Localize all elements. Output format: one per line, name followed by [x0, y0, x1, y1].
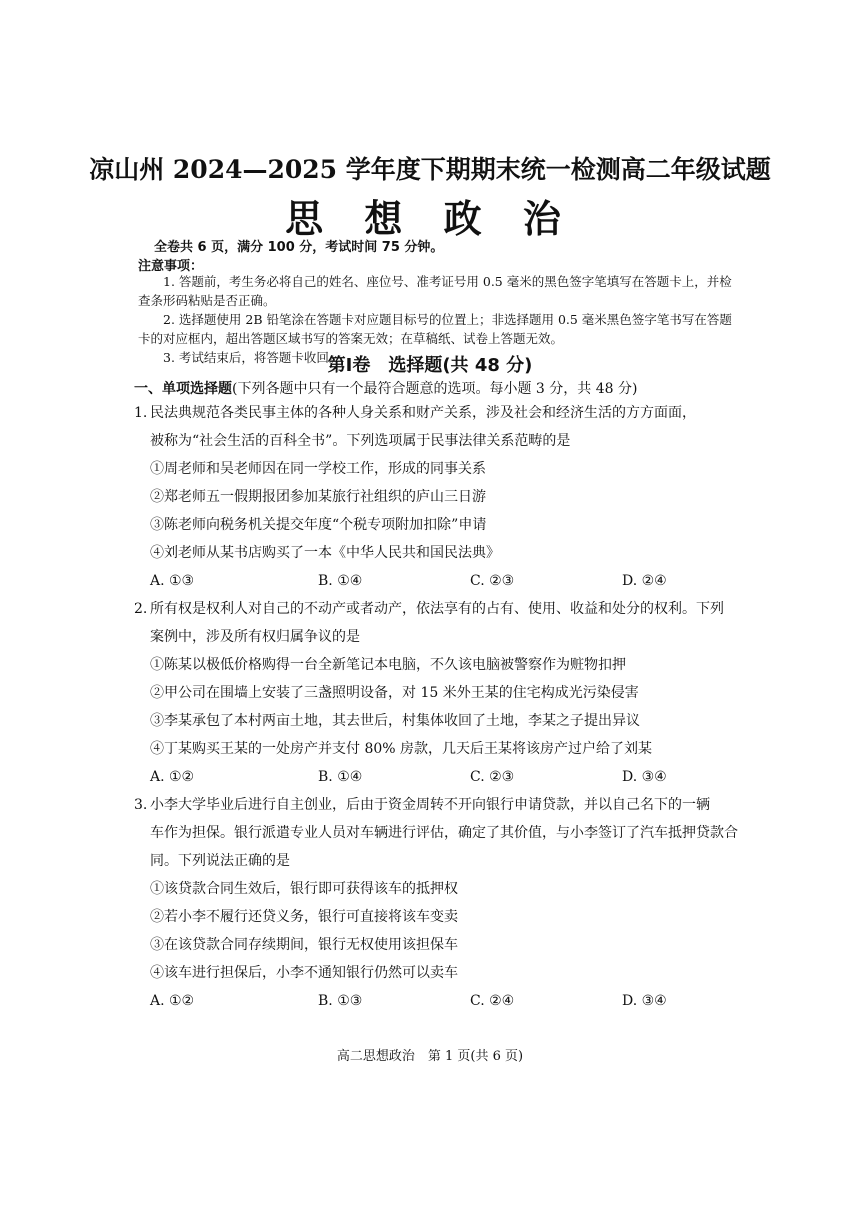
question-stem [134, 399, 744, 455]
option-item: ②郑老师五一假期报团参加某旅行社组织的庐山三日游 [150, 489, 486, 505]
choice-d: D. ②④ [622, 573, 667, 589]
page-footer: 高二思想政治 第 1 页(共 6 页) [336, 1049, 524, 1064]
part-label: 一、单项选择题 [134, 381, 232, 397]
subject-title: 思 想 政 治 [285, 197, 575, 241]
option-item: ①陈某以极低价格购得一台全新笔记本电脑，不久该电脑被警察作为赃物扣押 [150, 657, 626, 673]
choice-a: A. ①③ [150, 573, 195, 589]
choice-b: B. ①③ [318, 993, 363, 1009]
choice-a: A. ①② [150, 769, 195, 785]
option-item: ④该车进行担保后，小李不通知银行仍然可以卖车 [150, 965, 458, 981]
question-stem [134, 791, 744, 875]
question-number: 2. [134, 601, 148, 617]
notes-label: 注意事项： [138, 259, 204, 274]
option-item: ②若小李不履行还贷义务，银行可直接将该车变卖 [150, 909, 458, 925]
choice-d: D. ③④ [622, 993, 667, 1009]
question-number: 3. [134, 797, 148, 813]
stem-continuation: 被称为“社会生活的百科全书”。下列选项属于民事法律关系范畴的是 [150, 433, 571, 449]
option-item: ①该贷款合同生效后，银行即可获得该车的抵押权 [150, 881, 458, 897]
answer-choices [134, 763, 744, 791]
option-item: ④刘老师从某书店购买了一本《中华人民共和国民法典》 [150, 545, 500, 561]
stem-line: 民法典规范各类民事主体的各种人身关系和财产关系，涉及社会和经济生活的方方面面， [150, 405, 696, 421]
option-item: ①周老师和吴老师因在同一学校工作，形成的同事关系 [150, 461, 486, 477]
option-item: ②甲公司在围墙上安装了三盏照明设备，对 15 米外王某的住宅构成光污染侵害 [150, 685, 639, 701]
option-item: ③李某承包了本村两亩土地，其去世后，村集体收回了土地，李某之子提出异议 [150, 713, 640, 729]
section-title: 第Ⅰ卷 选择题(共 48 分) [327, 355, 533, 376]
part-heading [134, 378, 637, 398]
note-item: 2. 选择题使用 2B 铅笔涂在答题卡对应题目标号的位置上；非选择题用 0.5 毫米黑色签字笔书写在答题卡的对应框内，超出答题区域书写的答案无效；在草稿纸、试卷上答题无效。 [138, 312, 732, 346]
answer-choices [134, 987, 744, 1015]
note-item: 1. 答题前，考生务必将自己的姓名、座位号、准考证号用 0.5 毫米的黑色签字笔填写在答题卡上，并检查条形码粘贴是否正确。 [138, 274, 732, 308]
option-item: ③陈老师向税务机关提交年度“个税专项附加扣除”申请 [150, 517, 487, 533]
exam-meta: 全卷共 6 页，满分 100 分，考试时间 75 分钟。 [154, 240, 444, 255]
choice-d: D. ③④ [622, 769, 667, 785]
question-number: 1. [134, 405, 148, 421]
question-2 [134, 595, 744, 791]
choice-b: B. ①④ [318, 769, 363, 785]
question-3 [134, 791, 744, 1015]
stem-continuation: 案例中，涉及所有权归属争议的是 [150, 629, 360, 645]
stem-line: 所有权是权利人对自己的不动产或者动产，依法享有的占有、使用、收益和处分的权利。下列 [150, 601, 724, 617]
choice-c: C. ②③ [470, 573, 515, 589]
answer-choices [134, 567, 744, 595]
choice-b: B. ①④ [318, 573, 363, 589]
question-stem [134, 595, 744, 651]
question-1 [134, 399, 744, 595]
stem-continuation: 车作为担保。银行派遣专业人员对车辆进行评估，确定了其价值，与小李签订了汽车抵押贷款合同。下列说法正确的是 [150, 825, 738, 869]
choice-c: C. ②④ [470, 993, 515, 1009]
choice-a: A. ①② [150, 993, 195, 1009]
choice-c: C. ②③ [470, 769, 515, 785]
note-item: 3. 考试结束后，将答题卡收回。 [163, 350, 342, 365]
stem-line: 小李大学毕业后进行自主创业，后由于资金周转不开向银行申请贷款，并以自己名下的一辆 [150, 797, 710, 813]
option-item: ③在该贷款合同存续期间，银行无权使用该担保车 [150, 937, 458, 953]
exam-title: 凉山州 2024—2025 学年度下期期末统一检测高二年级试题 [89, 155, 771, 184]
option-item: ④丁某购买王某的一处房产并支付 80% 房款，几天后王某将该房产过户给了刘某 [150, 741, 653, 757]
part-description: (下列各题中只有一个最符合题意的选项。每小题 3 分，共 48 分) [232, 381, 638, 397]
